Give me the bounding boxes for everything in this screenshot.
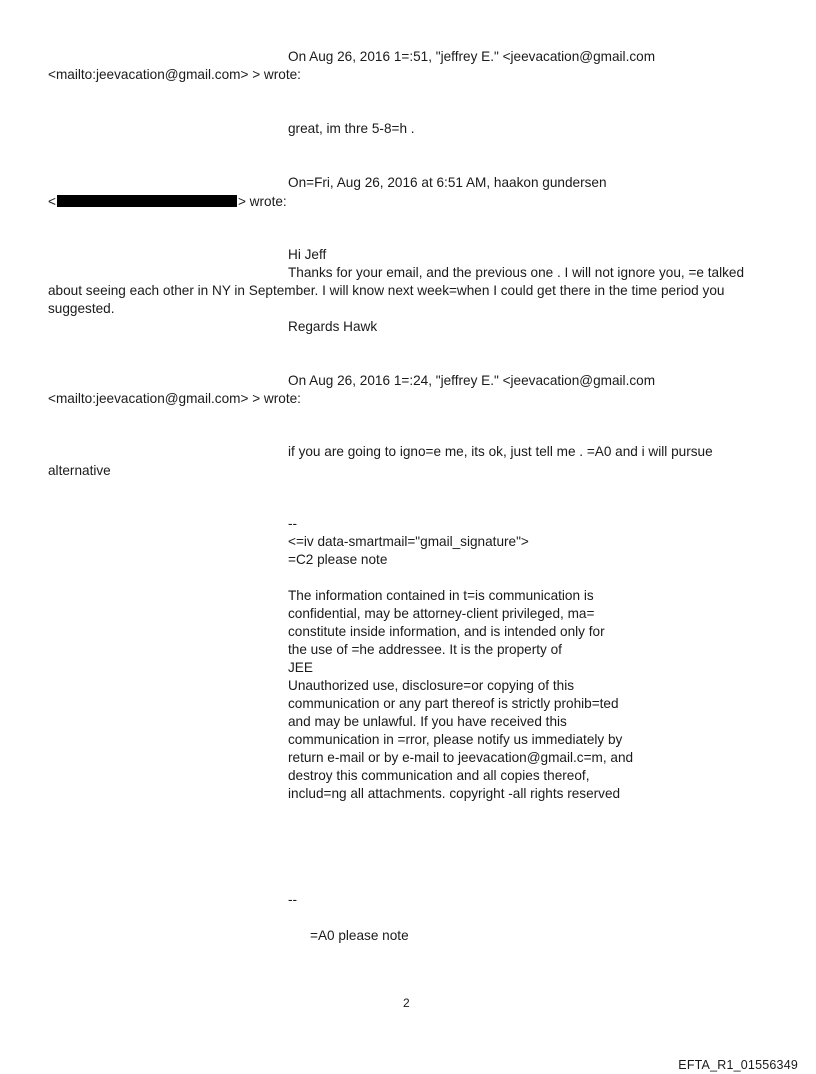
disclaimer-line: constitute inside information, and is intended only for (288, 624, 605, 639)
signature2-dashes: -- (288, 892, 298, 907)
disclaimer-line: and may be unlawful. If you have received this (288, 714, 567, 729)
disclaimer-line: The information contained in t=is communication is (288, 588, 594, 603)
disclaimer-line: communication or any part thereof is strictly prohib=ted (288, 696, 619, 711)
email-prefix: < (48, 194, 56, 209)
quote-header-2-line2 (48, 193, 287, 211)
signature-note: =C2 please note (288, 552, 388, 567)
quote-header-2-line1: On=Fri, Aug 26, 2016 at 6:51 AM, haakon gundersen (288, 175, 607, 190)
quote-header-3-line1: On Aug 26, 2016 1=:24, "jeffrey E." <jeevacation@gmail.com (288, 373, 656, 388)
quote-header-1-line2: <mailto:jeevacation@gmail.com> > wrote: (48, 67, 301, 82)
disclaimer-line: return e-mail or by e-mail to jeevacation@gmail.c=m, and (288, 750, 634, 765)
hawk-message-line3: suggested. (48, 301, 115, 316)
disclaimer-line: communication in =rror, please notify us immediately by (288, 732, 623, 747)
quote-header-3-line2: <mailto:jeevacation@gmail.com> > wrote: (48, 391, 301, 406)
disclaimer-line: Unauthorized use, disclosure=or copying of this (288, 678, 575, 693)
redaction-block (57, 195, 237, 207)
reply-text-1: great, im thre 5-8=h . (288, 121, 415, 136)
page-number: 2 (403, 996, 410, 1010)
disclaimer-line: confidential, may be attorney-client privileged, ma= (288, 606, 595, 621)
disclaimer-line: destroy this communication and all copies thereof, (288, 768, 590, 783)
signature2-note: =A0 please note (310, 928, 409, 943)
hawk-message-line2: about seeing each other in NY in September. I will know next week=when I could get there in the time period you (48, 283, 725, 298)
signature-dashes: -- (288, 516, 298, 531)
wrote-suffix: > wrote: (237, 194, 287, 209)
disclaimer-line: JEE (288, 660, 313, 675)
jeffrey-message-line1: if you are going to igno=e me, its ok, just tell me . =A0 and i will pursue (288, 444, 713, 459)
hawk-signoff: Regards Hawk (288, 319, 378, 334)
disclaimer-line: the use of =he addressee. It is the property of (288, 642, 562, 657)
disclaimer-line: includ=ng all attachments. copyright -all rights reserved (288, 786, 621, 801)
hawk-greeting: Hi Jeff (288, 247, 327, 262)
jeffrey-message-line2: alternative (48, 463, 111, 478)
document-id-footer: EFTA_R1_01556349 (678, 1058, 798, 1072)
quote-header-1-line1: On Aug 26, 2016 1=:51, "jeffrey E." <jeevacation@gmail.com (288, 49, 656, 64)
hawk-message-line1: Thanks for your email, and the previous one . I will not ignore you, =e talked (288, 265, 745, 280)
signature-code: <=iv data-smartmail="gmail_signature"> (288, 534, 529, 549)
